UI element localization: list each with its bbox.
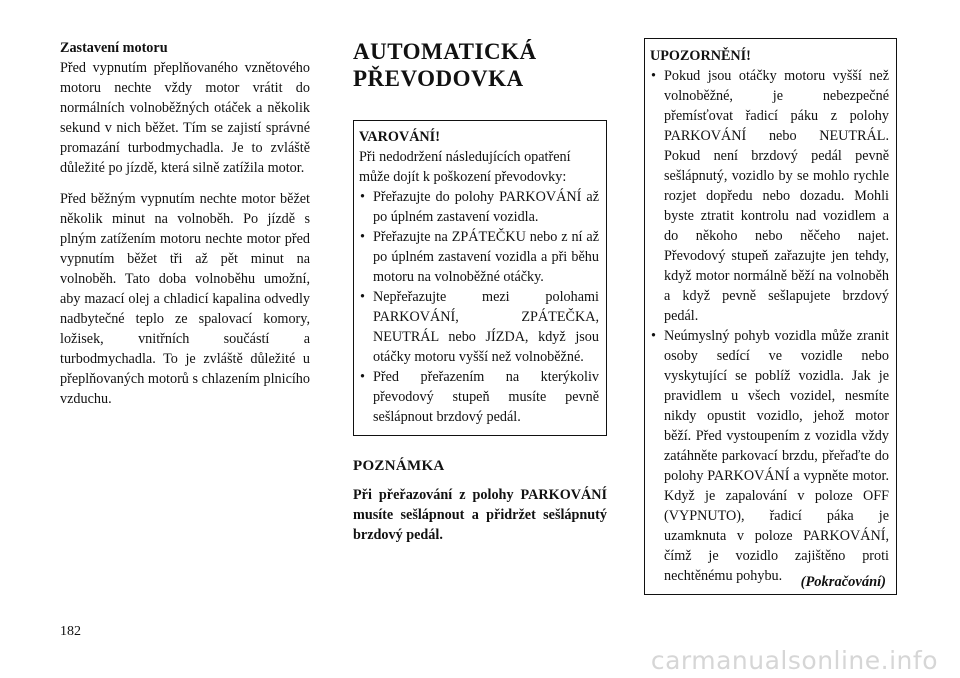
left-column [60, 38, 310, 409]
watermark: carmanualsonline.info [650, 646, 938, 675]
caution-item: • Pokud jsou otáčky motoru vyšší než volnoběžné, je nebezpečné přemísťovat řadicí páku z polohy PARKOVÁNÍ nebo NEUTRÁL. Pokud není brzdový pedál pevně sešlápnutý, vozidlo by se mohlo rychle rozjet dopředu nebo dozadu. Mohli byste ztratit kontrolu nad vozidlem a do někoho nebo něčeho najet. Převodový stupeň zařazujte jen tehdy, když motor normálně běží na volnoběh a když pevně sešlapujete brzdový pedál. [650, 66, 889, 326]
warning-box [353, 120, 607, 436]
right-column [644, 38, 897, 595]
caution-item: • Neúmyslný pohyb vozidla může zranit osoby sedící ve vozidle nebo vyskytující se poblíž vozidla. Jak je pravidlem u všech vozidel, nesmíte nikdy opustit vozidlo, jehož motor běží. Před vystoupením z vozidla vždy zatáhněte parkovací brzdu, přeřaďte do polohy PARKOVÁNÍ a vypněte motor. Když je zapalování v poloze OFF (VYPNUTO), řadicí páka je uzamknuta v poloze PARKOVÁNÍ, čímž je vozidlo zajištěno proti nechtěnému pohybu. [650, 326, 889, 586]
warning-item: • Nepřeřazujte mezi polohami PARKOVÁNÍ, ZPÁTEČKA, NEUTRÁL nebo JÍZDA, když jsou otáčky motoru vyšší než volnoběžné. [359, 287, 599, 367]
paragraph-idle-before-shutdown: Před běžným vypnutím nechte motor běžet několik minut na volnoběh. Po jízdě s plným zatížením motoru nechte motor před vypnutím běžet tři až pět minut na volnoběh. Tato doba volnoběhu umožní, aby mazací olej a chladicí kapalina odvedly nadbytečné teplo ze spalovací komory, ložisek, vnitřních součástí a turbodmychadla. To je zvláště důležité u přeplňovaných motorů s chlazením plnicího vzduchu. [60, 191, 310, 407]
caution-box [644, 38, 897, 595]
middle-column [353, 38, 607, 545]
paragraph-turbo-shutdown: Před vypnutím přeplňovaného vznětového motoru nechte vždy motor vrátit do normálních volnoběžných otáček a několik sekund v nich běžet. Tím se zajistí správné promazání turbodmychadla. Je to zvláště důležité po jízdě, která silně zatížila motor. [60, 60, 310, 176]
warning-title: VAROVÁNÍ! [359, 129, 440, 145]
warning-item: • Před přeřazením na kterýkoliv převodový stupeň musíte pevně sešlápnout brzdový pedál. [359, 367, 599, 427]
subheading-engine-shutdown: Zastavení motoru [60, 40, 168, 56]
note-text: Při přeřazování z polohy PARKOVÁNÍ musíte sešlápnout a přidržet sešlápnutý brzdový pedál. [353, 487, 607, 543]
section-title [353, 38, 607, 92]
page-number: 182 [60, 624, 81, 639]
section-title-line1: AUTOMATICKÁ [353, 39, 537, 64]
continued-label: (Pokračování) [800, 574, 886, 590]
section-title-line2: PŘEVODOVKA [353, 66, 524, 91]
caution-title: UPOZORNĚNÍ! [650, 48, 751, 64]
note-title: POZNÁMKA [353, 458, 445, 474]
warning-list [359, 187, 599, 427]
caution-list [650, 66, 889, 586]
warning-item: • Přeřazujte na ZPÁTEČKU nebo z ní až po úplném zastavení vozidla a při běhu motoru na volnoběžné otáčky. [359, 227, 599, 287]
warning-item: • Přeřazujte do polohy PARKOVÁNÍ až po úplném zastavení vozidla. [359, 187, 599, 227]
warning-intro: Při nedodržení následujících opatření může dojít k poškození převodovky: [359, 149, 571, 185]
